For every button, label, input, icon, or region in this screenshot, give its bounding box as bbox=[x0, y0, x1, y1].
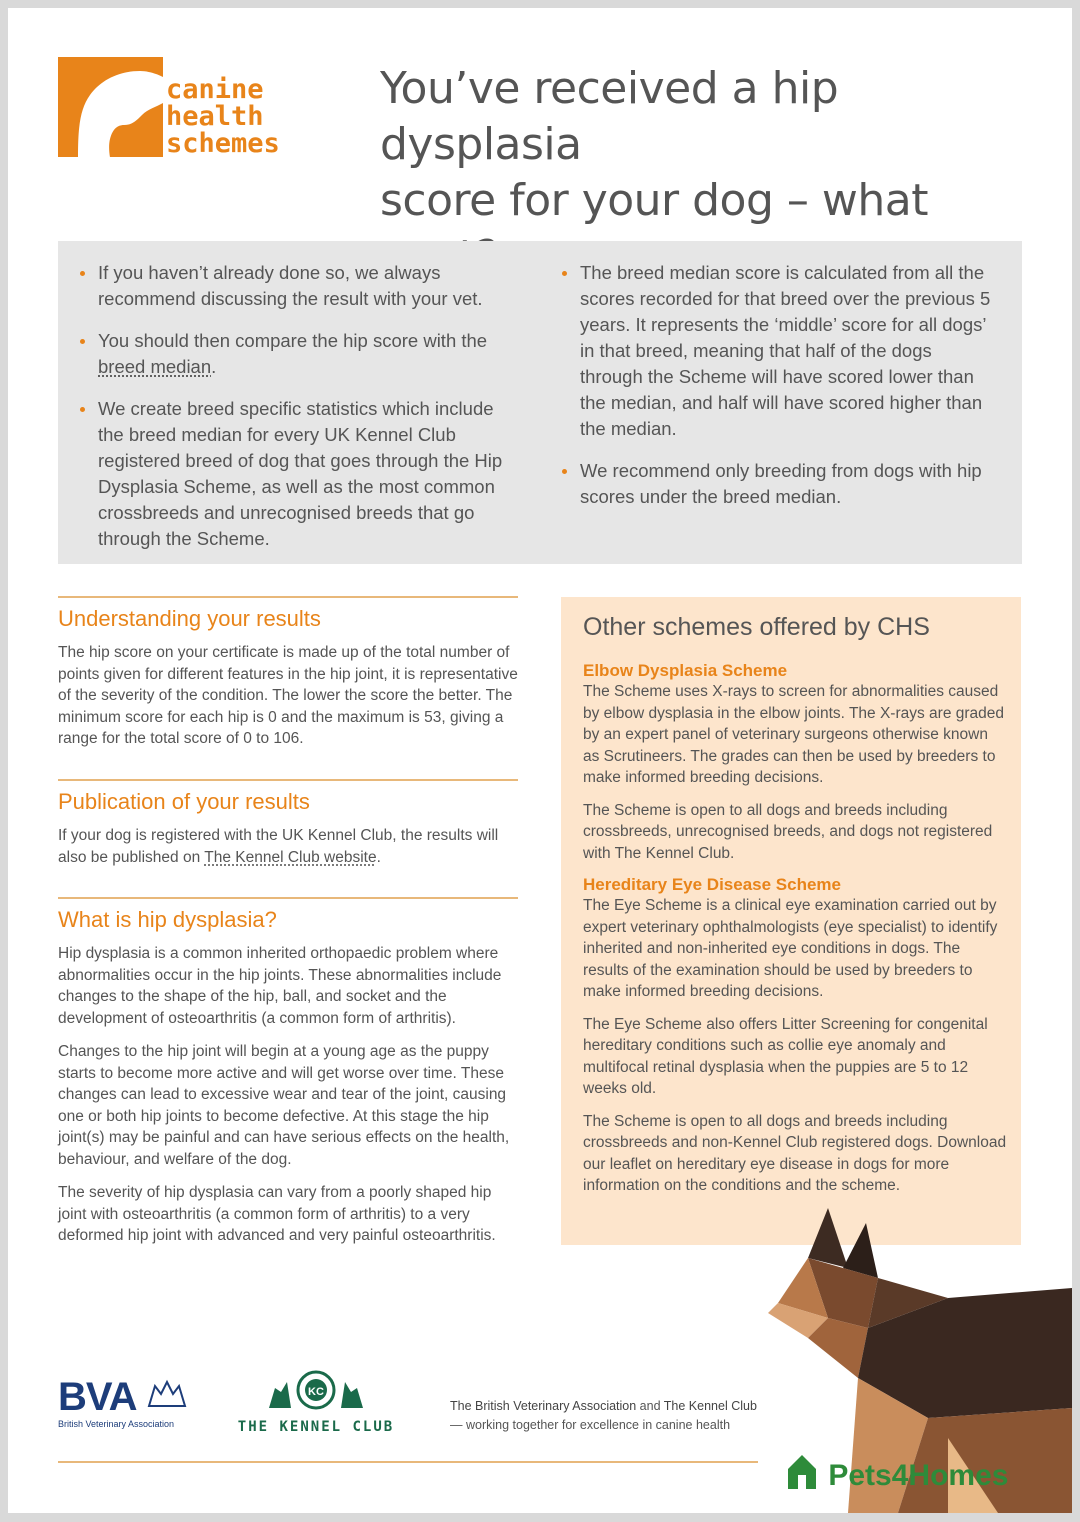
section-divider bbox=[58, 779, 518, 781]
elbow-scheme-paragraph: The Scheme uses X-rays to screen for abnormalities caused by elbow dysplasia in the elbow joints. The X-rays are graded by an expert panel of veterinary surgeons otherwise known as Scrutineers. The grades can then be used by breeders to make informed breeding decisions. bbox=[583, 683, 1005, 786]
leaflet-page bbox=[8, 8, 1072, 1513]
section-heading: What is hip dysplasia? bbox=[58, 907, 277, 932]
section-divider bbox=[58, 897, 518, 899]
publication-text: If your dog is registered with the UK Kennel Club, the results will also be published on bbox=[58, 827, 499, 866]
intro-box bbox=[58, 241, 1022, 564]
other-schemes-panel bbox=[561, 597, 1021, 1245]
chs-logo-mark bbox=[58, 57, 163, 157]
bva-crest-icon bbox=[145, 1376, 187, 1412]
intro-right-column bbox=[558, 260, 998, 526]
understanding-section bbox=[58, 596, 518, 762]
kennel-club-name: THE KENNEL CLUB bbox=[237, 1419, 395, 1435]
footer-divider bbox=[58, 1461, 758, 1463]
list-item-text: You should then compare the hip score with the bbox=[98, 330, 488, 351]
pets4homes-watermark bbox=[784, 1451, 1008, 1493]
and-text: and bbox=[636, 1399, 664, 1413]
kennel-club-website-link[interactable]: The Kennel Club website bbox=[204, 848, 377, 866]
elbow-scheme-title: Elbow Dysplasia Scheme bbox=[583, 661, 788, 680]
elbow-scheme-paragraph: The Scheme is open to all dogs and breeds including crossbreeds, unrecognised breeds, and dogs not registered with The Kennel Club. bbox=[583, 801, 993, 862]
partnership-line-1 bbox=[450, 1397, 757, 1416]
section-divider bbox=[58, 596, 518, 598]
section-paragraph: The severity of hip dysplasia can vary from a poorly shaped hip joint with osteoarthritis (a common form of arthritis) to a very deformed hip joint with advanced and very painful osteoarthritis. bbox=[58, 1184, 496, 1244]
eye-scheme-paragraph: The Eye Scheme also offers Litter Screening for congenital hereditary conditions such as collie eye anomaly and multifocal retinal dysplasia when the puppies are 5 to 12 weeks old. bbox=[583, 1015, 988, 1097]
list-item: If you haven’t already done so, we always recommend discussing the result with your vet. bbox=[76, 260, 516, 312]
bva-logo-text bbox=[58, 1376, 187, 1417]
intro-left-list bbox=[76, 260, 516, 552]
list-item bbox=[76, 328, 516, 380]
partnership-text bbox=[450, 1397, 757, 1435]
intro-left-column bbox=[76, 260, 516, 568]
publication-section bbox=[58, 779, 518, 880]
section-heading: Understanding your results bbox=[58, 606, 321, 631]
kennel-club-crest-icon bbox=[261, 1370, 371, 1410]
org-bva: The British Veterinary Association bbox=[450, 1399, 637, 1413]
watermark-text: Pets4Homes bbox=[828, 1459, 1009, 1492]
intro-right-list bbox=[558, 260, 998, 510]
bva-full-name: British Veterinary Association bbox=[58, 1419, 175, 1429]
list-item: We recommend only breeding from dogs with hip scores under the breed median. bbox=[558, 458, 998, 510]
dog-head-icon bbox=[58, 57, 163, 157]
list-item: We create breed specific statistics which include the breed median for every UK Kennel Club registered breed of dog that goes through the Hip Dysplasia Scheme, as well as the most common crossbreeds and unrecognised breeds that go through the Scheme. bbox=[76, 396, 516, 552]
partnership-line-2: — working together for excellence in canine health bbox=[450, 1418, 731, 1432]
publication-text-end: . bbox=[376, 848, 381, 866]
eye-scheme-title: Hereditary Eye Disease Scheme bbox=[583, 875, 841, 894]
kc-badge-text: KC bbox=[308, 1386, 324, 1398]
list-item: The breed median score is calculated from all the scores recorded for that breed over the previous 5 years. It represents the ‘middle’ score for all dogs’ in that breed, meaning that half of the dogs through the Scheme will have scored lower than the median, and half will have scored higher than the median. bbox=[558, 260, 998, 442]
eye-scheme-paragraph: The Scheme is open to all dogs and breeds including crossbreeds and non-Kennel Club registered dogs. Download our leaflet on hereditary eye disease in dogs for more information on the conditions and the scheme. bbox=[583, 1112, 1007, 1194]
org-kc: The Kennel Club bbox=[663, 1399, 757, 1413]
logo-line-3: schemes bbox=[166, 128, 280, 159]
kennel-club-logo bbox=[226, 1370, 406, 1435]
panel-heading: Other schemes offered by CHS bbox=[583, 613, 930, 641]
pets4homes-icon bbox=[784, 1451, 820, 1491]
section-body: The hip score on your certificate is made up of the total number of points given for different features in the hip joint, it is representative of the severity of the condition. The lower the score the better. The minimum score for each hip is 0 and the maximum is 53, giving a range for the total score of 0 to 106. bbox=[58, 644, 518, 747]
list-item-text-end: . bbox=[211, 356, 217, 377]
section-heading: Publication of your results bbox=[58, 789, 310, 814]
chs-logo-text bbox=[166, 76, 280, 157]
breed-median-link[interactable]: breed median bbox=[98, 356, 212, 377]
bva-letters: BVA bbox=[58, 1375, 135, 1419]
logo-line-1: canine bbox=[166, 74, 264, 105]
title-line-1: You’ve received a hip dysplasia bbox=[380, 63, 839, 170]
dysplasia-section bbox=[58, 897, 518, 1259]
logo-line-2: health bbox=[166, 101, 264, 132]
eye-scheme-paragraph: The Eye Scheme is a clinical eye examination carried out by expert veterinary ophthalmologists (eye specialist) to identify inherited and non-inherited eye conditions in dogs. The results of the examination should be used by breeders to make informed breeding decisions. bbox=[583, 897, 998, 1000]
section-paragraph: Hip dysplasia is a common inherited orthopaedic problem where abnormalities occur in the hip joints. These abnormalities include changes to the shape of the hip, ball, and socket and the development of osteoarthritis (a common form of arthritis). bbox=[58, 945, 502, 1027]
title-line-2: score for your dog – what bbox=[380, 175, 928, 226]
section-paragraph: Changes to the hip joint will begin at a young age as the puppy starts to become more active and will get worse over time. These changes can lead to excessive wear and tear of the joint, causing one or both hip joints to become defective. At this stage the hip joint(s) may be painful and can have serious effects on the health, behaviour, and welfare of the dog. bbox=[58, 1043, 510, 1168]
panel-body bbox=[583, 661, 1008, 1208]
bva-logo bbox=[58, 1376, 187, 1429]
section-body bbox=[58, 825, 518, 868]
